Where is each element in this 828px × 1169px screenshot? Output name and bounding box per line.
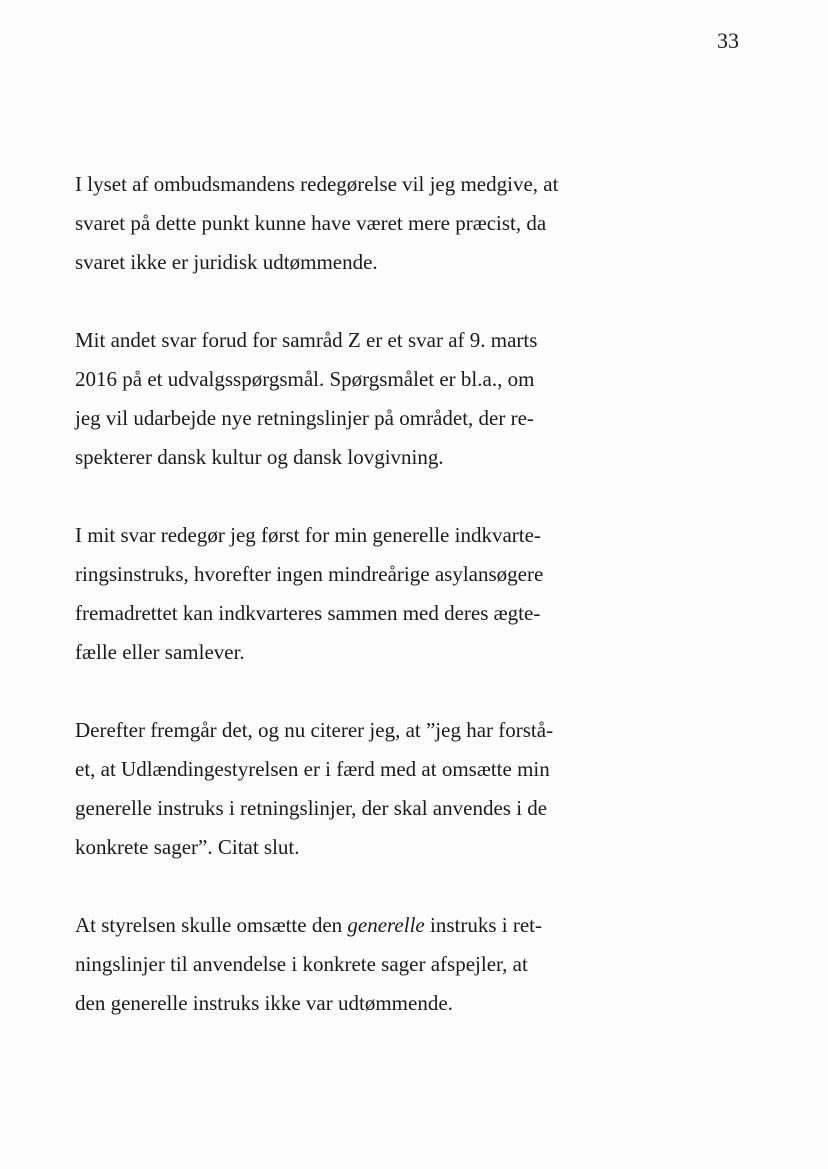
text-line [75, 906, 635, 945]
paragraph-2 [75, 321, 635, 477]
italic-emphasis: generelle [347, 913, 425, 937]
text-line: fremadrettet kan indkvarteres sammen med deres ægte- [75, 601, 541, 625]
text-segment: instruks i ret- [424, 913, 542, 937]
paragraph-5 [75, 906, 635, 1023]
text-line: generelle instruks i retningslinjer, der skal anvendes i de [75, 796, 548, 820]
paragraph-4 [75, 711, 635, 867]
text-line: svaret ikke er juridisk udtømmende. [75, 250, 378, 274]
text-line: I mit svar redegør jeg først for min generelle indkvarte- [75, 523, 541, 547]
text-line: den generelle instruks ikke var udtømmende. [75, 991, 453, 1015]
text-line: Mit andet svar forud for samråd Z er et svar af 9. marts [75, 328, 538, 352]
text-line: konkrete sager”. Citat slut. [75, 835, 300, 859]
paragraph-3 [75, 516, 635, 672]
text-line: spekterer dansk kultur og dansk lovgivning. [75, 445, 444, 469]
text-segment: At styrelsen skulle omsætte den [75, 913, 348, 937]
text-line: et, at Udlændingestyrelsen er i færd med at omsætte min [75, 757, 550, 781]
page-number: 33 [717, 28, 739, 53]
text-line: ningslinjer til anvendelse i konkrete sager afspejler, at [75, 952, 528, 976]
text-line: fælle eller samlever. [75, 640, 245, 664]
text-line: Derefter fremgår det, og nu citerer jeg, at ”jeg har forstå- [75, 718, 554, 742]
text-line: 2016 på et udvalgsspørgsmål. Spørgsmålet er bl.a., om [75, 367, 535, 391]
text-line: svaret på dette punkt kunne have været mere præcist, da [75, 211, 547, 235]
body-text [75, 165, 635, 1023]
text-line: I lyset af ombudsmandens redegørelse vil jeg medgive, at [75, 172, 559, 196]
text-line: ringsinstruks, hvorefter ingen mindreårige asylansøgere [75, 562, 544, 586]
text-line: jeg vil udarbejde nye retningslinjer på området, der re- [75, 406, 534, 430]
paragraph-1 [75, 165, 635, 282]
